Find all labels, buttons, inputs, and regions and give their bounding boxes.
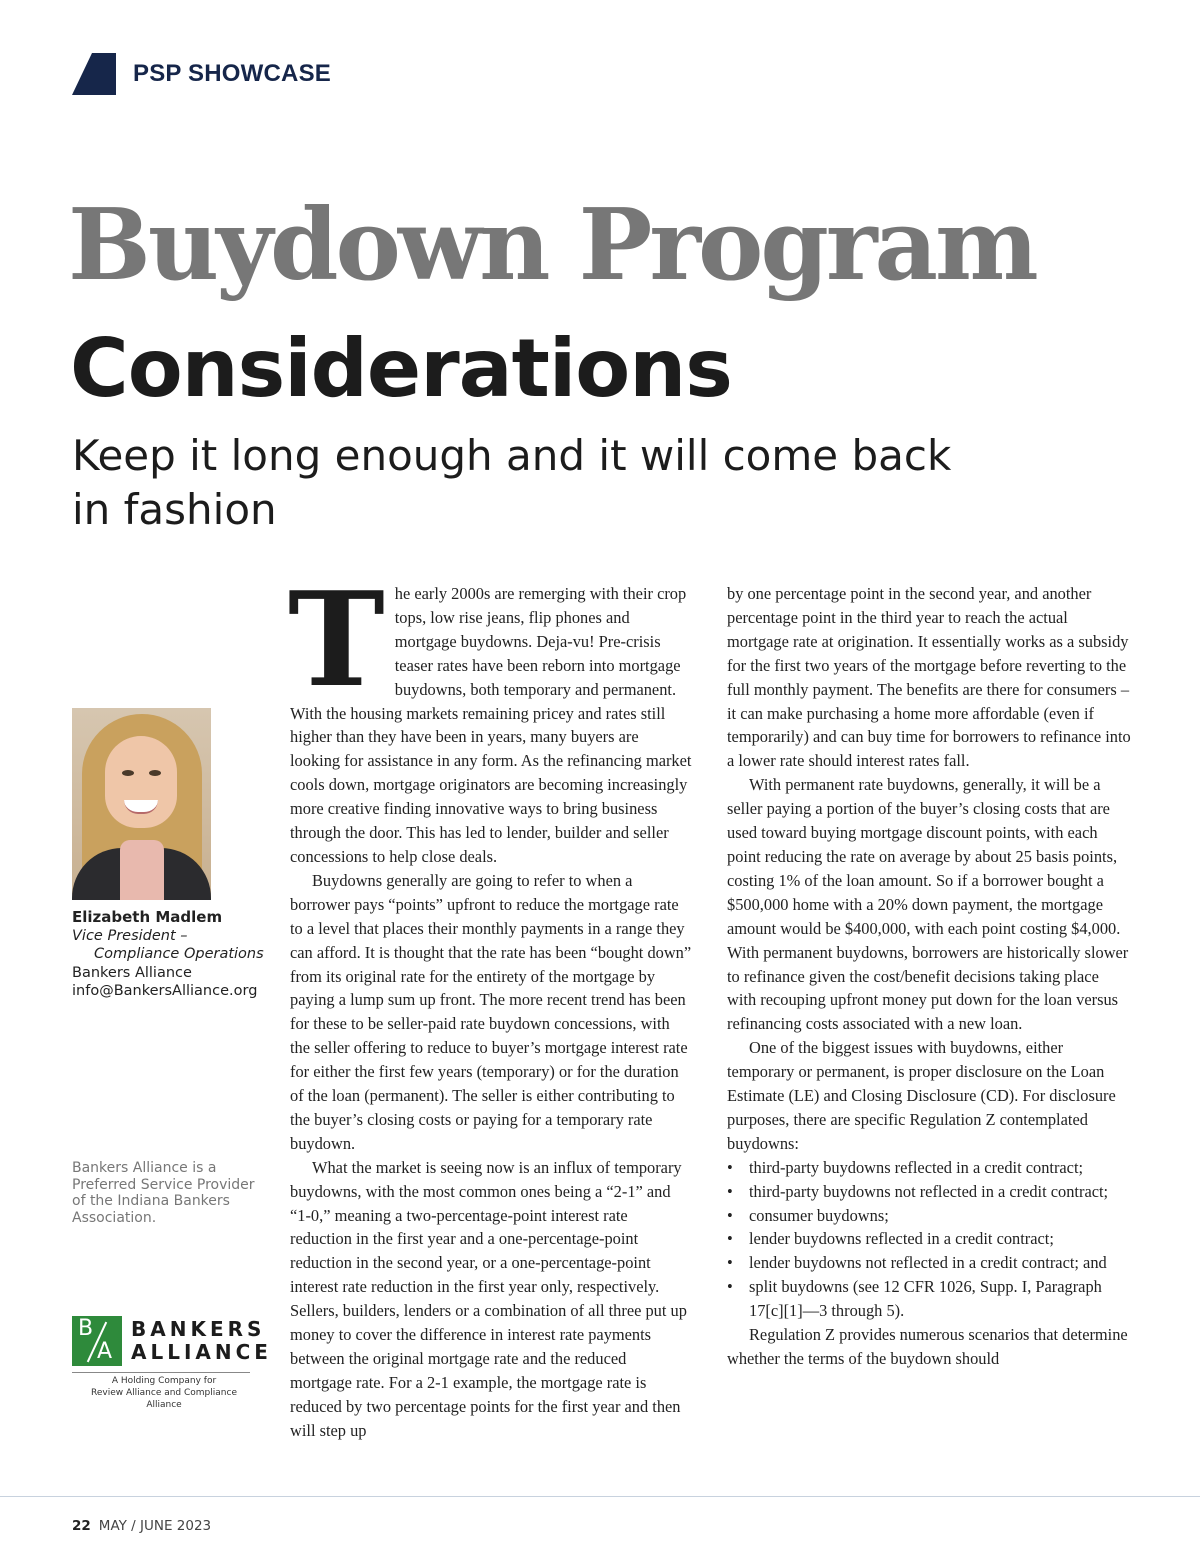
photo-shirt (120, 840, 164, 900)
list-item: • third-party buydowns not reflected in a credit contract; (727, 1180, 1131, 1204)
list-item: • split buydowns (see 12 CFR 1026, Supp. I, Paragraph 17[c][1]—3 through 5). (727, 1275, 1131, 1323)
section-mark-icon (72, 53, 116, 95)
article-title-line2: Considerations (70, 322, 732, 415)
body-paragraph: One of the biggest issues with buydowns, either temporary or permanent, is proper disclosure on the Loan Estimate (LE) and Closing Disclosure (CD). For disclosure purposes, there are specific Regulation Z contemplated buydowns: (727, 1038, 1116, 1153)
article-title: Buydown Program (68, 188, 1036, 303)
body-column-2 (727, 582, 1131, 1371)
logo-letter-b: B (78, 1316, 94, 1341)
footer-divider (0, 1496, 1200, 1497)
body-paragraph: he early 2000s are remerging with their crop tops, low rise jeans, flip phones and mortgage buydowns. Deja-vu! Pre-crisis teaser rates have been reborn into mortgage buydowns, both temporary and permanent. With the housing markets remaining pricey and rates still higher than they have been in years, many buyers are looking for assistance in any form. As the refinancing market cools down, mortgage originators are becoming increasingly more creative finding innovative ways to bring business through the door. This has led to lender, builder and seller concessions to help close deals. (290, 584, 692, 866)
logo-wordmark (131, 1318, 272, 1364)
bankers-alliance-logo-icon (72, 1316, 122, 1366)
section-label: PSP SHOWCASE (133, 60, 331, 87)
page-number: 22 (72, 1518, 91, 1534)
logo-wordmark-line2: ALLIANCE (131, 1340, 272, 1364)
issue-date: MAY / JUNE 2023 (98, 1518, 212, 1534)
body-paragraph: by one percentage point in the second year, and another percentage point in the third year to reach the actual mortgage rate at origination. It essentially works as a subsidy for the first two years of the mortgage before reverting to the full monthly payment. The benefits are there for consumers – it can make purchasing a home more affordable (even if temporarily) and can buy time for borrowers to refinance into a lower rate should interest rates fall. (727, 584, 1131, 771)
body-paragraph: Regulation Z provides numerous scenarios that determine whether the terms of the buydown should (727, 1325, 1128, 1368)
body-paragraph: What the market is seeing now is an influx of temporary buydowns, with the most common ones being a “2-1” and “1-0,” meaning a two-percentage-point interest rate reduction in the first year and a one-percentage-point reduction in the second year, or a one-percentage-point interest rate reduction in the first year only, respectively. Sellers, builders, lenders or a combination of all three put up money to cover the difference in interest rate payments between the original mortgage rate and the reduced mortgage rate. For a 2-1 example, the mortgage rate is reduced by two percentage points for the first year and then will step up (290, 1157, 687, 1440)
list-item: • lender buydowns reflected in a credit contract; (727, 1227, 1131, 1251)
list-item: • lender buydowns not reflected in a credit contract; and (727, 1251, 1131, 1275)
author-info (72, 908, 282, 1001)
article-subtitle: Keep it long enough and it will come back in fashion (72, 431, 952, 534)
body-paragraph: Buydowns generally are going to refer to when a borrower pays “points” upfront to reduce the mortgage rate to a level that places their monthly payments in a range they can afford. It is thought that the rate has been “bought down” from its original rate for the entirety of the mortgage by paying a lump sum up front. The more recent trend has been for these to be seller-paid rate buydown concessions, with the seller offering to reduce to buyer’s mortgage interest rate for either the first few years (temporary) or for the duration of the loan (permanent). The seller is either contributing to the buyer’s closing costs or paying for a temporary rate buydown. (290, 870, 692, 1153)
author-photo (72, 708, 211, 900)
body-paragraph: With permanent rate buydowns, generally, it will be a seller paying a portion of the buyer’s closing costs that are used toward buying mortgage discount points, with each point reducing the rate on average by about 25 basis points, costing 1% of the loan amount. So if a borrower bought a $500,000 home with a 20% down payment, the mortgage amount would be $400,000, with each point costing $4,000. With permanent buydowns, borrowers are historically slower to refinance given the cost/benefit decisions taking place with recouping upfront money put down for the loan versus refinancing costs associated with a new loan. (727, 775, 1129, 1034)
author-email[interactable]: info@BankersAlliance.org (72, 983, 258, 999)
buydown-type-list (727, 1156, 1131, 1323)
logo-wordmark-line1: BANKERS (131, 1317, 266, 1341)
logo-tagline-line2: Review Alliance and Compliance Alliance (91, 1388, 237, 1410)
photo-eye-right (149, 770, 161, 776)
logo-divider (72, 1372, 250, 1373)
list-item: • third-party buydowns reflected in a credit contract; (727, 1156, 1131, 1180)
page-footer (72, 1518, 211, 1534)
photo-face (105, 736, 177, 828)
psp-note: Bankers Alliance is a Preferred Service Provider of the Indiana Bankers Association. (72, 1160, 255, 1226)
body-column-1 (288, 563, 692, 1443)
author-name: Elizabeth Madlem (72, 908, 223, 926)
drop-cap: T (288, 563, 385, 716)
author-title-line1: Vice President – (72, 927, 188, 944)
author-company: Bankers Alliance (72, 964, 192, 981)
logo-letter-a: A (97, 1339, 113, 1364)
author-title-line2: Compliance Operations (94, 946, 264, 962)
logo-tagline-line1: A Holding Company for (111, 1376, 217, 1386)
list-item: • consumer buydowns; (727, 1204, 1131, 1228)
logo-tagline (72, 1375, 256, 1411)
photo-eye-left (122, 770, 134, 776)
